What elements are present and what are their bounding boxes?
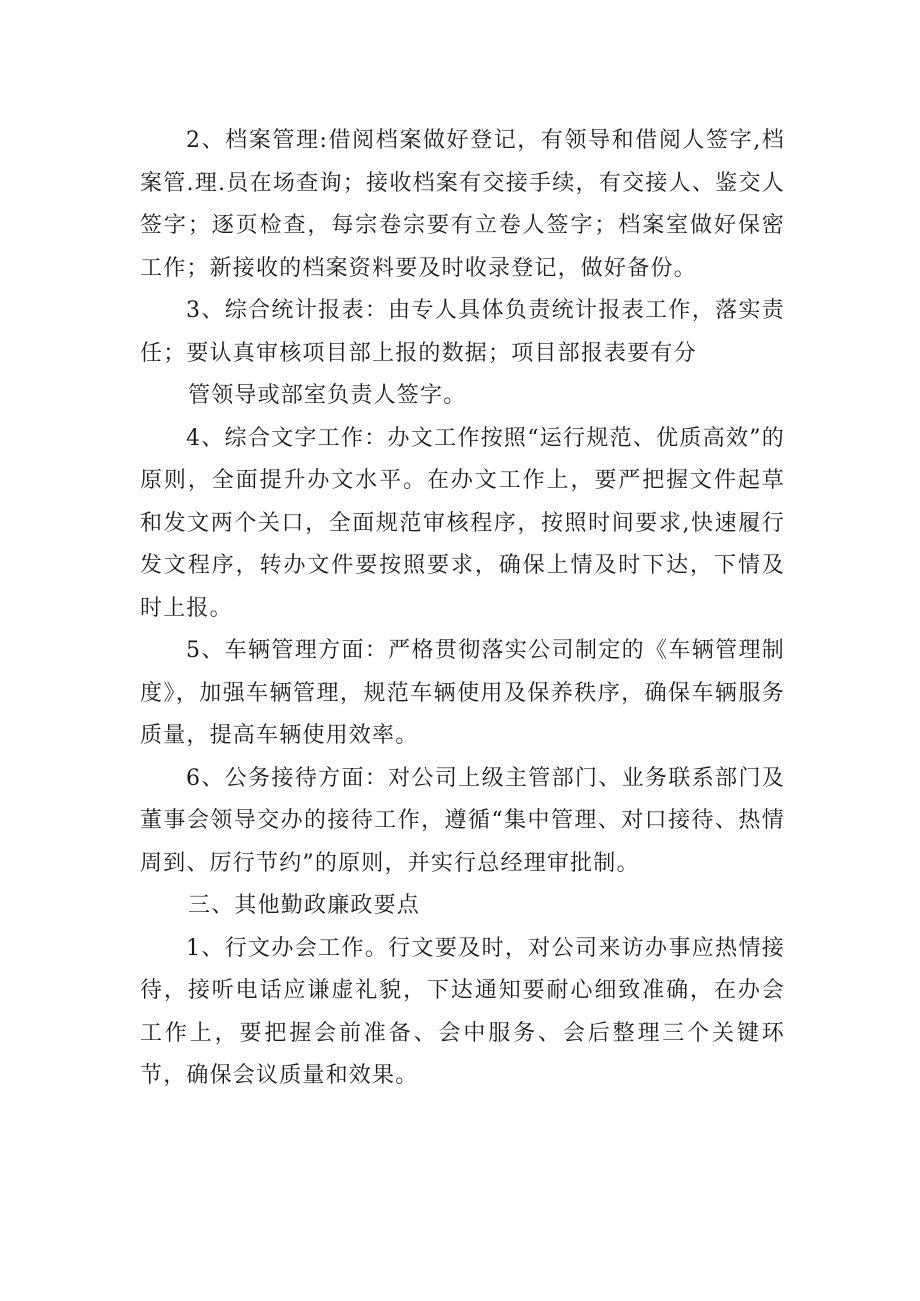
document-body <box>140 120 785 1098</box>
paragraph-meetings-and-documents: 1、行文办会工作。行文要及时，对公司来访办事应热情接待，接听电话应谦虚礼貌，下达通知要耐心细致准确，在办会工作上，要把握会前准备、会中服务、会后整理三个关键环节，确保会议质量和效果。 <box>140 935 785 1088</box>
paragraph-statistics-reports: 3、综合统计报表：由专人具体负责统计报表工作，落实责任；要认真审核项目部上报的数据；项目部报表要有分 <box>140 298 785 366</box>
section-heading-other-points: 三、其他勤政廉政要点 <box>188 893 421 918</box>
paragraph-statistics-reports-continued: 管领导或部室负责人签字。 <box>188 383 467 408</box>
paragraph-vehicle-management: 5、车辆管理方面：严格贯彻落实公司制定的《车辆管理制度》，加强车辆管理，规范车辆使用及保养秩序，确保车辆服务质量，提高车辆使用效率。 <box>140 638 785 748</box>
paragraph-archive-management: 2、档案管理:借阅档案做好登记，有领导和借阅人签字,档案管.理.员在场查询；接收档案有交接手续，有交接人、鉴交人签字；逐页检查，每宗卷宗要有立卷人签字；档案室做好保密工作；新接收的档案资料要及时收录登记，做好备份。 <box>140 128 785 281</box>
paragraph-document-work: 4、综合文字工作：办文工作按照“运行规范、优质高效”的原则，全面提升办文水平。在办文工作上，要严把握文件起草和发文两个关口，全面规范审核程序，按照时间要求,快速履行发文程序，转办文件要按照要求，确保上情及时下达，下情及时上报。 <box>140 425 785 621</box>
paragraph-official-reception: 6、公务接待方面：对公司上级主管部门、业务联系部门及董事会领导交办的接待工作，遵循“集中管理、对口接待、热情周到、厉行节约”的原则，并实行总经理审批制。 <box>140 765 785 876</box>
